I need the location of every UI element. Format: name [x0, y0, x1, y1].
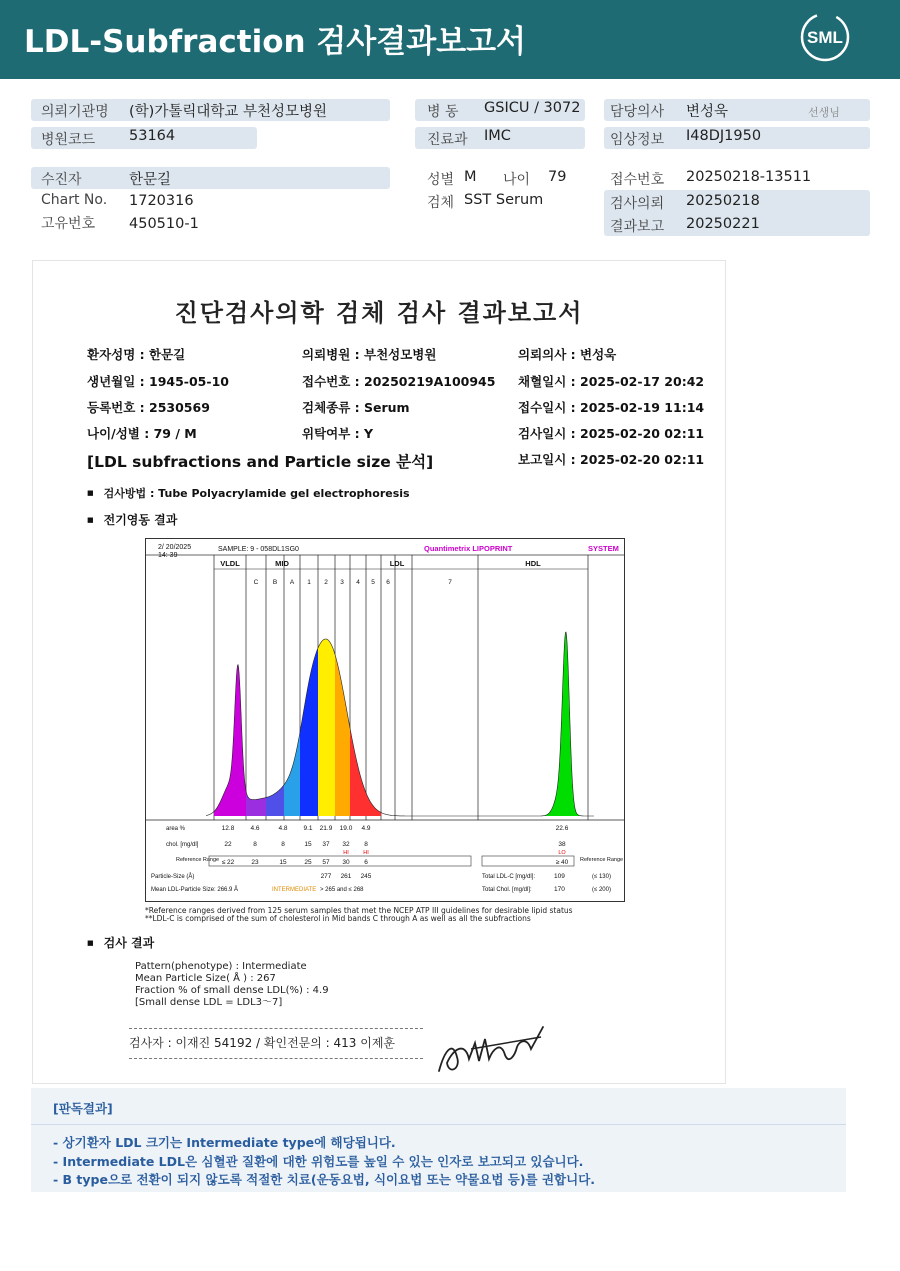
ldl3-area: [335, 655, 350, 817]
section-heading: [LDL subfractions and Particle size 분석]: [87, 453, 434, 471]
judgement-title: [판독결과]: [53, 1101, 113, 1116]
chart-system: Quantimetrix LIPOPRINT: [424, 544, 513, 553]
ref-right-label: Reference Range: [580, 857, 624, 863]
hospital-code-value: 53164: [129, 128, 176, 144]
report-field: 의뢰병원 : 부천성모병원: [302, 347, 437, 362]
mean-size-text: Mean LDL-Particle Size: 266.9 Å: [151, 887, 239, 893]
signature-icon: [431, 1019, 551, 1079]
age-value: 79: [548, 169, 567, 185]
particle-size-value: 277: [320, 873, 332, 880]
band-label: 6: [386, 579, 390, 586]
ref-value: ≥ 40: [555, 859, 569, 866]
age-label: 나이: [503, 172, 531, 188]
total-ldl-label: Total LDL-C [mg/dl]:: [482, 874, 536, 880]
doctor-suffix: 선생님: [808, 106, 840, 119]
report-field: 생년월일 : 1945-05-10: [87, 374, 229, 389]
ref-value: ≤ 22: [221, 859, 235, 866]
band-label: B: [272, 579, 278, 586]
divider: [31, 1124, 846, 1125]
page-title: LDL-Subfraction 검사결과보고서: [24, 24, 526, 60]
signature-text: 검사자 : 이재진 54192 / 확인전문의 : 413 이제훈: [129, 1036, 396, 1050]
ref-value: 6: [364, 859, 368, 866]
report-field: 검사일시 : 2025-02-20 02:11: [518, 426, 705, 441]
report-date-label: 결과보고: [610, 219, 665, 235]
particle-size-label: Particle-Size (Å): [151, 874, 195, 880]
doctor-value: 변성욱: [686, 104, 729, 120]
flag-value: HI: [363, 850, 369, 856]
method-text: ■ 검사방법 : Tube Polyacrylamide gel electrophoresis: [87, 485, 410, 501]
result-line: [Small dense LDL = LDL3～7]: [135, 997, 283, 1008]
chart-value: 1720316: [129, 193, 194, 209]
ref-value: 25: [304, 859, 312, 866]
chol-value: 22: [224, 841, 232, 848]
judgement-line: - 상기환자 LDL 크기는 Intermediate type에 해당됩니다.: [53, 1135, 396, 1150]
electro-heading: ■ 전기영동 결과: [87, 511, 177, 528]
ref-range-box: [209, 856, 471, 866]
chart-label: Chart No.: [41, 192, 108, 208]
band-label: 2: [324, 579, 328, 586]
report-title: 진단검사의학 검체 검사 결과보고서: [174, 299, 584, 327]
request-value: 20250218: [686, 193, 760, 209]
group-label: MID: [275, 559, 289, 568]
chol-value: 32: [342, 841, 350, 848]
chol-value: 38: [558, 841, 566, 848]
report-field: 접수번호 : 20250219A100945: [302, 374, 496, 389]
group-label: LDL: [389, 559, 405, 568]
header-bar: [0, 0, 900, 79]
chart-date: 2/ 20/2025: [158, 544, 192, 551]
lipoprint-chart: [145, 538, 625, 902]
mean-size-class: INTERMEDIATE: [272, 887, 317, 893]
band-label: 1: [307, 579, 311, 586]
band-label: 7: [448, 579, 452, 586]
judgement-line: - Intermediate LDL은 심혈관 질환에 대한 위험도를 높일 수 있는 인자로 보고되고 있습니다.: [53, 1154, 584, 1169]
group-label: VLDL: [220, 559, 240, 568]
group-label: HDL: [525, 559, 541, 568]
unique-label: 고유번호: [41, 216, 96, 232]
band-label: A: [289, 579, 295, 586]
ward-value: GSICU / 3072: [484, 100, 581, 116]
band-label: C: [253, 579, 259, 586]
dept-label: 진료과: [427, 132, 468, 148]
sex-value: M: [464, 169, 477, 185]
chol-value: 8: [364, 841, 368, 848]
lab-report: [32, 260, 726, 1084]
vldl-area: [214, 665, 246, 816]
total-chol-value: 170: [554, 886, 565, 893]
chart-system-suffix: SYSTEM: [588, 544, 619, 553]
report-field: 등록번호 : 2530569: [87, 400, 210, 415]
area-row-label: area %: [166, 826, 186, 832]
trace-outline: [206, 632, 594, 816]
ref-value: 15: [279, 859, 287, 866]
institution-value: (학)가톨릭대학교 부천성모병원: [129, 104, 328, 120]
result-heading: ■ 검사 결과: [87, 934, 154, 951]
chol-value: 8: [253, 841, 257, 848]
band-label: 3: [340, 579, 344, 586]
ldl2-area: [318, 639, 335, 816]
mid-c-area: [246, 791, 266, 816]
receipt-no-value: 20250218-13511: [686, 169, 812, 185]
ldl1-area: [300, 648, 318, 816]
ref-value: 23: [251, 859, 259, 866]
particle-size-value: 261: [340, 873, 352, 880]
ref-value: 30: [342, 859, 350, 866]
result-line: Fraction % of small dense LDL(%) : 4.9: [135, 985, 329, 996]
chol-value: 37: [322, 841, 330, 848]
flag-value: LO: [558, 850, 566, 856]
dept-value: IMC: [484, 128, 511, 144]
chart-sample: SAMPLE: 9 - 058DL1SG0: [218, 546, 299, 553]
area-value: 19.0: [339, 825, 353, 832]
report-field: 의뢰의사 : 변성욱: [518, 347, 617, 362]
footnote: *Reference ranges derived from 125 serum samples that met the NCEP ATP III guidelines for desirable lipid status: [145, 906, 573, 915]
report-field: 검체종류 : Serum: [302, 400, 410, 415]
ward-label: 병 동: [427, 104, 459, 120]
mid-b-area: [266, 785, 284, 816]
divider: [129, 1058, 423, 1059]
report-field: 환자성명 : 한문길: [87, 347, 186, 362]
judgement-line: - B type으로 전환이 되지 않도록 적절한 치료(운동요법, 식이요법 또는 약물요법 등)를 권합니다.: [53, 1172, 596, 1187]
total-chol-ref: (≤ 200): [592, 887, 611, 893]
total-ldl-ref: (≤ 130): [592, 874, 611, 880]
flag-value: HI: [343, 850, 349, 856]
judgement-panel: [31, 1088, 846, 1192]
unique-value: 450510-1: [129, 216, 199, 232]
ref-value: 57: [322, 859, 330, 866]
receipt-no-label: 접수번호: [610, 172, 665, 188]
report-field: 접수일시 : 2025-02-19 11:14: [518, 400, 705, 415]
specimen-label: 검체: [427, 195, 455, 211]
band-label: 5: [371, 579, 375, 586]
particle-size-value: 245: [360, 873, 372, 880]
report-field: 위탁여부 : Y: [302, 426, 374, 441]
clinical-label: 임상정보: [610, 132, 665, 148]
chart-time: 14: 39: [158, 552, 178, 559]
area-value: 4.9: [361, 825, 371, 832]
result-line: Pattern(phenotype) : Intermediate: [135, 961, 307, 972]
sex-label: 성별: [427, 172, 455, 188]
divider: [129, 1028, 423, 1029]
area-value: 4.6: [250, 825, 260, 832]
clinical-value: I48DJ1950: [686, 128, 762, 144]
specimen-value: SST Serum: [464, 192, 544, 208]
area-value: 9.1: [303, 825, 313, 832]
total-chol-label: Total Chol. [mg/dl]:: [482, 887, 532, 893]
area-value: 21.9: [319, 825, 333, 832]
hospital-code-label: 병원코드: [41, 132, 96, 148]
report-date-value: 20250221: [686, 216, 760, 232]
lipoprint-chart-svg: [146, 539, 624, 901]
chol-row-label: chol. [mg/dl]: [166, 842, 199, 848]
logo-text: SML: [807, 28, 843, 47]
patient-value: 한문길: [129, 172, 172, 188]
chol-value: 8: [281, 841, 285, 848]
request-label: 검사의뢰: [610, 196, 665, 212]
report-field: 채혈일시 : 2025-02-17 20:42: [518, 374, 705, 389]
total-ldl-value: 109: [554, 873, 565, 880]
band-label: 4: [356, 579, 360, 586]
ref-row-label: Reference Range: [176, 857, 220, 863]
area-value: 12.8: [221, 825, 235, 832]
report-field: 보고일시 : 2025-02-20 02:11: [518, 452, 705, 467]
area-value: 4.8: [278, 825, 288, 832]
sml-logo-icon: [800, 12, 850, 62]
mean-size-range: > 265 and ≤ 268: [320, 887, 364, 893]
area-value: 22.6: [555, 825, 569, 832]
ldl4-area: [350, 728, 381, 816]
result-line: Mean Particle Size( Å ) : 267: [135, 973, 276, 984]
patient-label: 수진자: [41, 172, 82, 188]
report-field: 나이/성별 : 79 / M: [87, 426, 197, 441]
chol-value: 15: [304, 841, 312, 848]
doctor-label: 담당의사: [610, 104, 665, 120]
footnote: **LDL-C is comprised of the sum of cholesterol in Mid bands C through A as well as all the subfractions: [145, 914, 531, 923]
institution-label: 의뢰기관명: [41, 104, 109, 120]
